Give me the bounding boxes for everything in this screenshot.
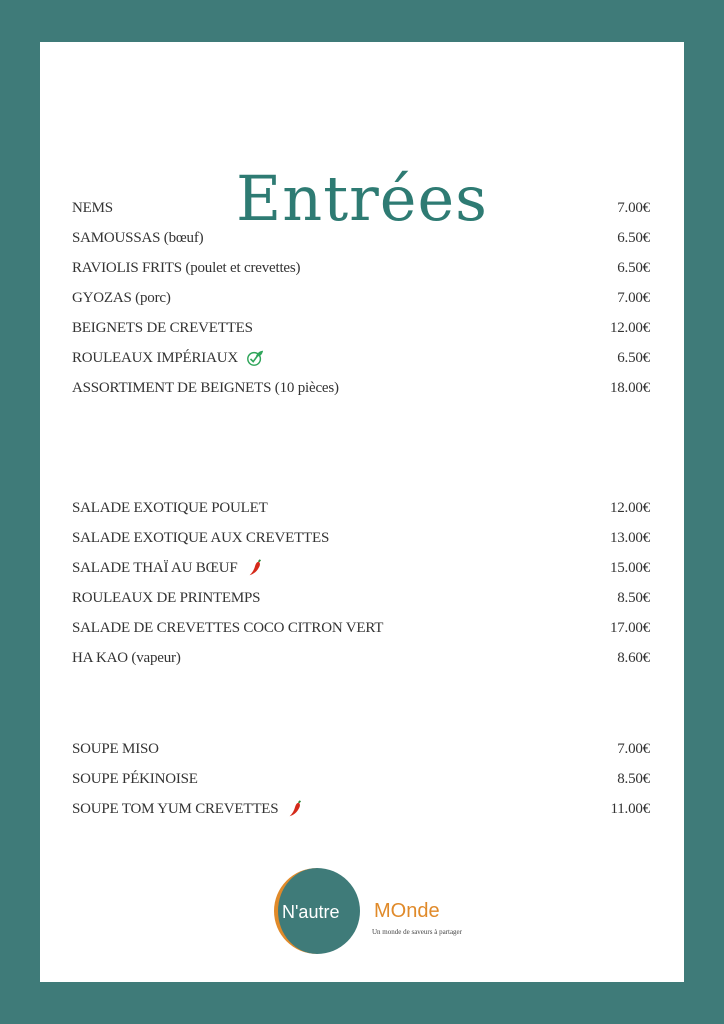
section-salads (72, 493, 650, 673)
menu-item (72, 253, 650, 283)
menu-item-name: RAVIOLIS FRITS (poulet et crevettes) (72, 259, 301, 276)
menu-item-name-wrap (72, 741, 159, 758)
menu-item (72, 493, 650, 523)
menu-item-price: 12.00€ (609, 499, 650, 516)
restaurant-logo (268, 868, 498, 960)
menu-item (72, 613, 650, 643)
menu-item (72, 373, 650, 403)
menu-item-name-wrap (72, 590, 260, 607)
menu-item-name-wrap (72, 530, 329, 547)
menu-item (72, 764, 650, 794)
menu-item-price: 8.60€ (617, 649, 650, 666)
logo-tagline: Un monde de saveurs à partager (372, 928, 462, 936)
menu-item-name-wrap (72, 260, 300, 277)
menu-item (72, 283, 650, 313)
menu-item-name: GYOZAS (porc) (72, 289, 171, 306)
menu-item-price: 8.50€ (617, 589, 650, 606)
menu-item (72, 794, 650, 824)
chili-pepper-icon (246, 559, 264, 577)
menu-item-name-wrap (72, 800, 304, 818)
menu-item-name: SALADE EXOTIQUE POULET (72, 499, 268, 516)
menu-item-price: 18.00€ (609, 379, 650, 396)
menu-item-price: 8.50€ (617, 770, 650, 787)
menu-item-name: ROULEAUX IMPÉRIAUX (72, 349, 238, 366)
menu-item-name: ASSORTIMENT DE BEIGNETS (10 pièces) (72, 379, 339, 396)
vegetarian-leaf-check-icon (246, 349, 264, 367)
menu-item-name: BEIGNETS DE CREVETTES (72, 319, 253, 336)
menu-item-name: ROULEAUX DE PRINTEMPS (72, 589, 261, 606)
menu-item-price: 11.00€ (610, 800, 650, 817)
menu-item-price: 7.00€ (617, 289, 650, 306)
menu-item (72, 583, 650, 613)
menu-item-price: 17.00€ (609, 619, 650, 636)
menu-item-name-wrap (72, 650, 181, 667)
menu-item-price: 7.00€ (617, 199, 650, 216)
menu-item-price: 7.00€ (617, 740, 650, 757)
menu-item-price: 12.00€ (609, 319, 650, 336)
section-fried-starters (72, 193, 650, 403)
menu-item-price: 15.00€ (609, 559, 650, 576)
logo-text-monde: MOnde (374, 900, 440, 922)
menu-item-name: SOUPE TOM YUM CREVETTES (72, 800, 279, 817)
menu-item-name-wrap (72, 380, 339, 397)
chili-pepper-icon (286, 800, 304, 818)
menu-item-name-wrap (72, 230, 203, 247)
menu-item-name: SAMOUSSAS (bœuf) (72, 229, 204, 246)
menu-item (72, 193, 650, 223)
menu-item-price: 13.00€ (609, 529, 650, 546)
menu-item-name: NEMS (72, 199, 113, 216)
menu-item-name: SALADE DE CREVETTES COCO CITRON VERT (72, 619, 384, 636)
menu-item-name-wrap (72, 500, 268, 517)
logo-text-nautre: N'autre (282, 902, 340, 922)
menu-item (72, 643, 650, 673)
menu-item-name: SOUPE PÉKINOISE (72, 770, 198, 787)
menu-item-name: SALADE EXOTIQUE AUX CREVETTES (72, 529, 330, 546)
menu-item (72, 223, 650, 253)
page-title: Entrées (236, 161, 488, 235)
menu-item (72, 553, 650, 583)
menu-card (40, 42, 684, 982)
section-soups (72, 734, 650, 824)
menu-item-name-wrap (72, 320, 253, 337)
menu-item-name-wrap (72, 620, 383, 637)
menu-item (72, 734, 650, 764)
menu-item-price: 6.50€ (617, 349, 650, 366)
menu-item-name: SALADE THAÏ AU BŒUF (72, 559, 238, 576)
menu-item (72, 523, 650, 553)
menu-item-name-wrap (72, 349, 264, 367)
menu-item (72, 343, 650, 373)
menu-item-name: SOUPE MISO (72, 740, 159, 757)
menu-item-price: 6.50€ (617, 259, 650, 276)
menu-item-name: HA KAO (vapeur) (72, 649, 181, 666)
menu-item-name-wrap (72, 559, 264, 577)
menu-item-price: 6.50€ (617, 229, 650, 246)
menu-item-name-wrap (72, 200, 113, 217)
menu-item-name-wrap (72, 290, 171, 307)
menu-item-name-wrap (72, 771, 198, 788)
menu-item (72, 313, 650, 343)
